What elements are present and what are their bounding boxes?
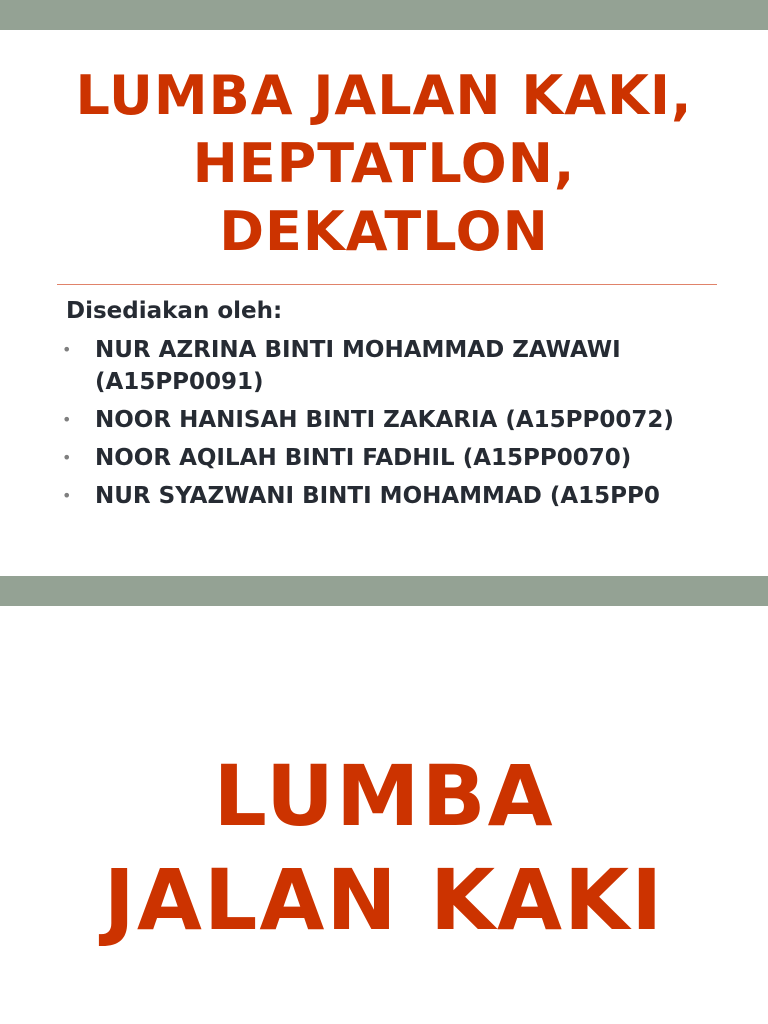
author-item bbox=[62, 334, 752, 398]
title-line: LUMBA JALAN KAKI, bbox=[75, 64, 693, 127]
slide-1-title bbox=[0, 62, 768, 266]
slide-separator-band bbox=[0, 576, 768, 606]
top-divider-band bbox=[0, 0, 768, 30]
slide-2 bbox=[0, 606, 768, 1024]
bullet-icon: • bbox=[62, 340, 72, 359]
bullet-icon: • bbox=[62, 486, 72, 505]
title-line: LUMBA bbox=[213, 747, 555, 845]
author-item bbox=[62, 404, 752, 436]
slide-1 bbox=[0, 30, 768, 576]
bullet-icon: • bbox=[62, 410, 72, 429]
title-line: DEKATLON bbox=[219, 200, 549, 263]
author-text: NOOR AQILAH BINTI FADHIL (A15PP0070) bbox=[95, 445, 632, 471]
author-list bbox=[62, 334, 752, 518]
slide-2-title bbox=[0, 744, 768, 952]
author-item bbox=[62, 480, 752, 512]
author-text: NOOR HANISAH BINTI ZAKARIA (A15PP0072) bbox=[95, 407, 674, 433]
author-item bbox=[62, 442, 752, 474]
bullet-icon: • bbox=[62, 448, 72, 467]
title-divider-line bbox=[57, 284, 717, 285]
author-text: NUR SYAZWANI BINTI MOHAMMAD (A15PP0 bbox=[95, 483, 660, 509]
author-text: NUR AZRINA BINTI MOHAMMAD ZAWAWI (A15PP0091) bbox=[95, 337, 621, 395]
prepared-by-label: Disediakan oleh: bbox=[66, 298, 283, 324]
title-line: HEPTATLON, bbox=[192, 132, 576, 195]
title-line: JALAN KAKI bbox=[103, 851, 665, 949]
